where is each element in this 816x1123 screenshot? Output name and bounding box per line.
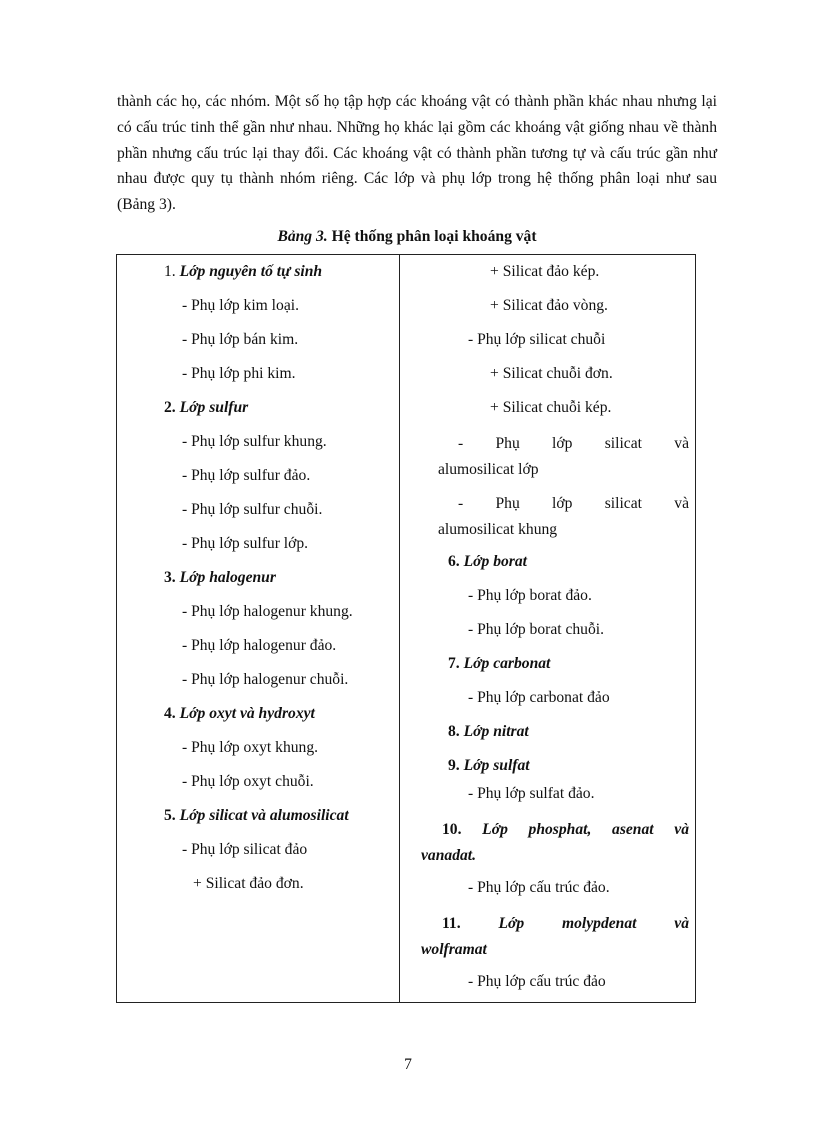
subclass-item: - Phụ lớp sulfur lớp. (182, 535, 309, 552)
subclass-item: - Phụ lớp oxyt chuỗi. (182, 773, 314, 790)
class-number: 11. (442, 915, 461, 932)
sub-subclass-item: + Silicat đảo đơn. (193, 875, 304, 892)
page-number: 7 (404, 1056, 412, 1073)
sub-subclass-item: + Silicat đảo kép. (490, 263, 600, 280)
subclass-item: - Phụ lớp sulfur đảo. (182, 467, 311, 484)
subclass-item: - Phụ lớp sulfat đảo. (468, 785, 595, 802)
class-number: 8. (448, 723, 460, 740)
class-heading (117, 703, 399, 737)
class-heading (400, 817, 697, 869)
class-name: Lớp oxyt và hydroxyt (179, 705, 315, 722)
subclass-item: - Phụ lớp sulfur chuỗi. (182, 501, 323, 518)
subclass-item: - Phụ lớp cấu trúc đảo. (468, 879, 610, 896)
class-name: Lớp carbonat (463, 655, 551, 672)
caption-label: Bảng 3. (277, 228, 328, 245)
subclass-text-first-line: - Phụ lớp silicat và (458, 435, 689, 452)
subclass-item: - Phụ lớp phi kim. (182, 365, 296, 382)
class-number: 9. (448, 757, 460, 774)
subclass-text-continuation: alumosilicat lớp (438, 461, 539, 478)
subclass-item: - Phụ lớp bán kim. (182, 331, 299, 348)
class-name: Lớp nitrat (463, 723, 529, 740)
class-number: 5. (164, 807, 176, 824)
class-heading (117, 805, 399, 839)
sub-subclass-item: + Silicat chuỗi kép. (490, 399, 612, 416)
classification-table (116, 254, 696, 1003)
class-heading (117, 261, 399, 295)
class-number: 1. (164, 263, 176, 280)
table-caption (117, 228, 697, 246)
subclass-item (400, 491, 697, 543)
class-number: 2. (164, 399, 176, 416)
class-name: Lớp molypdenat và (498, 915, 690, 932)
sub-subclass-item: + Silicat đảo vòng. (490, 297, 608, 314)
subclass-item: - Phụ lớp cấu trúc đảo (468, 973, 606, 990)
intro-paragraph: thành các họ, các nhóm. Một số họ tập hợp các khoáng vật có thành phần khác nhau nhưng lại có cấu trúc tinh thể gần như nhau. Những họ khác lại gồm các khoáng vật giống nhau về thành phần nhưng cấu trúc lại thay đổi. Các khoáng vật có thành phần tương tự và cấu trúc gần như nhau được quy tụ thành nhóm riêng. Các lớp và phụ lớp trong hệ thống phân loại như sau (Bảng 3). (117, 93, 717, 214)
class-name-continuation: vanadat. (421, 847, 477, 864)
subclass-item: - Phụ lớp carbonat đảo (468, 689, 610, 706)
class-heading (400, 653, 697, 687)
class-name: Lớp phosphat, asenat và (482, 821, 689, 838)
class-name: Lớp sulfat (463, 757, 530, 774)
subclass-item: - Phụ lớp oxyt khung. (182, 739, 319, 756)
left-column (117, 261, 399, 907)
subclass-text-first-line: - Phụ lớp silicat và (458, 495, 689, 512)
class-heading (117, 567, 399, 601)
class-number: 7. (448, 655, 460, 672)
class-heading (400, 911, 697, 963)
class-name: Lớp nguyên tố tự sinh (179, 263, 323, 280)
class-name: Lớp borat (463, 553, 527, 570)
class-number: 6. (448, 553, 460, 570)
subclass-item: - Phụ lớp silicat chuỗi (468, 331, 606, 348)
subclass-text-continuation: alumosilicat khung (438, 521, 558, 538)
sub-subclass-item: + Silicat chuỗi đơn. (490, 365, 613, 382)
class-heading-first-line (442, 911, 689, 937)
class-heading (400, 551, 697, 585)
class-number: 3. (164, 569, 176, 586)
subclass-item: - Phụ lớp sulfur khung. (182, 433, 327, 450)
class-heading (117, 397, 399, 431)
subclass-item (400, 431, 697, 483)
caption-title: Hệ thống phân loại khoáng vật (331, 228, 537, 245)
class-name-continuation: wolframat (421, 941, 487, 958)
class-heading (400, 721, 697, 755)
subclass-item: - Phụ lớp borat đảo. (468, 587, 592, 604)
subclass-item: - Phụ lớp borat chuỗi. (468, 621, 605, 638)
class-name: Lớp sulfur (179, 399, 249, 416)
subclass-item: - Phụ lớp halogenur chuỗi. (182, 671, 349, 688)
subclass-item: - Phụ lớp kim loại. (182, 297, 299, 314)
class-name: Lớp halogenur (179, 569, 276, 586)
subclass-item: - Phụ lớp halogenur khung. (182, 603, 353, 620)
class-name: Lớp silicat và alumosilicat (179, 807, 349, 824)
class-number: 10. (442, 821, 462, 838)
right-column (400, 261, 697, 1005)
subclass-item: - Phụ lớp silicat đảo (182, 841, 308, 858)
class-heading-first-line (442, 817, 689, 843)
subclass-item: - Phụ lớp halogenur đảo. (182, 637, 337, 654)
class-heading (400, 755, 697, 783)
class-number: 4. (164, 705, 176, 722)
